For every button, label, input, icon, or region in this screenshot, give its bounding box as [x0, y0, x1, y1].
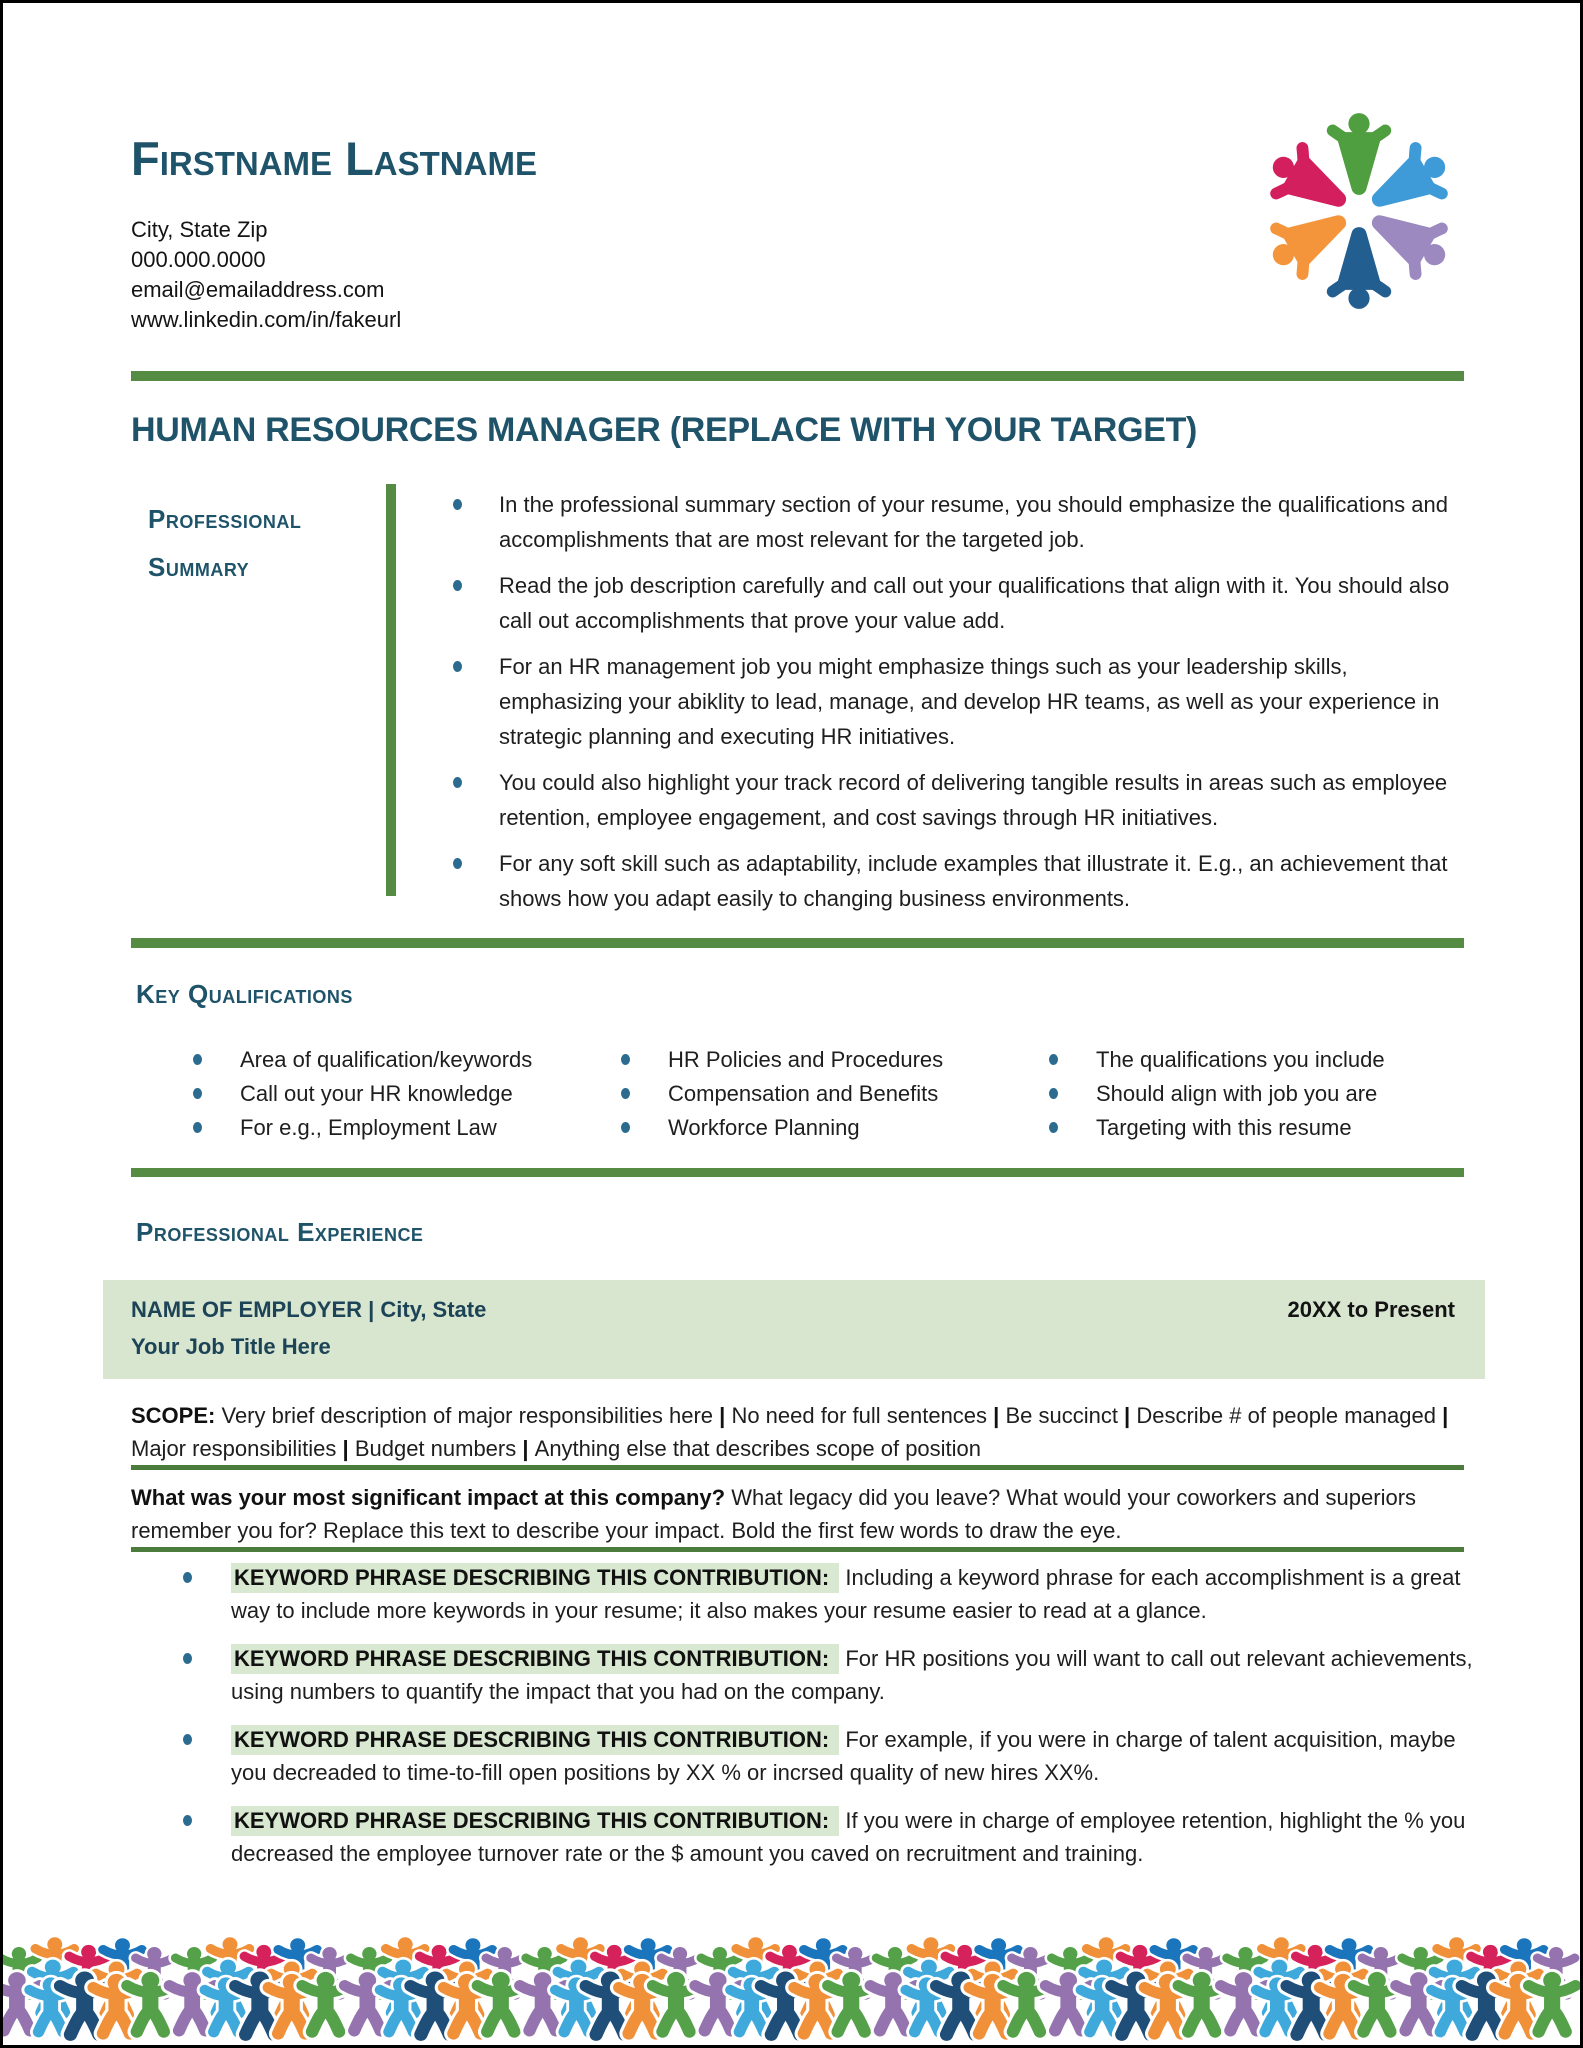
- people-crowd-border-graphic: [3, 1933, 1580, 2045]
- employer-name: NAME OF EMPLOYER | City, State: [131, 1297, 487, 1322]
- contact-phone: 000.000.0000: [131, 247, 266, 272]
- summary-bullet: [453, 846, 1471, 916]
- contact-linkedin: www.linkedin.com/in/fakeurl: [131, 307, 402, 332]
- people-circle-logo-icon: [1259, 105, 1459, 317]
- kq-column: [1049, 1043, 1477, 1145]
- contribution-bullet: KEYWORD PHRASE DESCRIBING THIS CONTRIBUTION: For HR positions you will want to call out relevant achievements, using numbers to quantify the impact that you had on the company.: [181, 1642, 1475, 1708]
- kq-item: [621, 1077, 1049, 1111]
- kq-column: [193, 1043, 621, 1145]
- contribution-keyword: KEYWORD PHRASE DESCRIBING THIS CONTRIBUTION:: [231, 1725, 839, 1755]
- professional-summary-heading: [148, 495, 301, 591]
- scope-paragraph: [131, 1399, 1471, 1465]
- kq-item: [1049, 1077, 1477, 1111]
- kq-item: [193, 1043, 621, 1077]
- contribution-keyword: KEYWORD PHRASE DESCRIBING THIS CONTRIBUTION:: [231, 1806, 839, 1836]
- contribution-keyword: KEYWORD PHRASE DESCRIBING THIS CONTRIBUTION:: [231, 1644, 839, 1674]
- kq-item-text: For e.g., Employment Law: [240, 1115, 497, 1140]
- bullet-dot-icon: [193, 1088, 202, 1099]
- contribution-bullet: KEYWORD PHRASE DESCRIBING THIS CONTRIBUTION: If you were in charge of employee retention, highlight the % you decreased the employee turnover rate or the $ amount you caved on recruitment and training.: [181, 1804, 1475, 1870]
- summary-bullet-text: For any soft skill such as adaptability, include examples that illustrate it. E.g., an achievement that shows how you adapt easily to changing business environments.: [499, 851, 1448, 911]
- contact-email: email@emailaddress.com: [131, 277, 385, 302]
- kq-item: [193, 1111, 621, 1145]
- summary-bullet: [453, 487, 1471, 557]
- bullet-dot-icon: [621, 1122, 630, 1133]
- summary-bullet-text: For an HR management job you might emphasize things such as your leadership skills, emphasizing your abiklity to lead, manage, and develop HR teams, as well as your experience in strategic planning and executing HR initiatives.: [499, 654, 1440, 749]
- bullet-dot-icon: [1049, 1054, 1058, 1065]
- bullet-dot-icon: [621, 1088, 630, 1099]
- kq-item-text: Area of qualification/keywords: [240, 1047, 533, 1072]
- person-name: Firstname Lastname: [131, 132, 537, 185]
- summary-bullet: [453, 568, 1471, 638]
- kq-item-text: Workforce Planning: [668, 1115, 860, 1140]
- bullet-dot-icon: [453, 777, 462, 788]
- scope-label: SCOPE:: [131, 1403, 216, 1428]
- impact-paragraph: [131, 1481, 1471, 1547]
- summary-bullet: [453, 649, 1471, 754]
- employment-dates: 20XX to Present: [1287, 1297, 1455, 1322]
- bullet-dot-icon: [193, 1054, 202, 1065]
- summary-bullet-text: In the professional summary section of your resume, you should emphasize the qualifications and accomplishments that are most relevant for the targeted job.: [499, 492, 1448, 552]
- bullet-dot-icon: [621, 1054, 630, 1065]
- kq-item-text: Should align with job you are: [1096, 1081, 1378, 1106]
- contribution-bullet: KEYWORD PHRASE DESCRIBING THIS CONTRIBUTION: For example, if you were in charge of talent acquisition, maybe you decreaded to time-to-fill open positions by XX % or incrsed quality of new hires XX%.: [181, 1723, 1475, 1789]
- contribution-keyword: KEYWORD PHRASE DESCRIBING THIS CONTRIBUTION:: [231, 1563, 839, 1593]
- kq-item-text: Targeting with this resume: [1096, 1115, 1352, 1140]
- bullet-dot-icon: [1049, 1088, 1058, 1099]
- bullet-dot-icon: [193, 1122, 202, 1133]
- summary-vertical-bar: [386, 484, 396, 896]
- impact-rest: What legacy did you leave? What would your coworkers and superiors remember you for? Replace this text to describe your impact. Bold the first few words to draw the eye.: [131, 1485, 1417, 1543]
- divider-rule: [131, 1547, 1464, 1552]
- section-rule: [131, 371, 1464, 381]
- heading-line-2: Summary: [148, 552, 250, 582]
- employer-banner: [103, 1280, 1485, 1379]
- key-qualifications-heading: Key Qualifications: [136, 979, 353, 1009]
- contact-city: City, State Zip: [131, 217, 268, 242]
- summary-bullet: [453, 765, 1471, 835]
- summary-bullet-text: Read the job description carefully and call out your qualifications that align with it. You should also call out accomplishments that prove your value add.: [499, 573, 1450, 633]
- bullet-dot-icon: [453, 580, 462, 591]
- kq-item: [193, 1077, 621, 1111]
- bullet-dot-icon: [453, 661, 462, 672]
- contribution-bullet: KEYWORD PHRASE DESCRIBING THIS CONTRIBUTION: Including a keyword phrase for each accomplishment is a great way to include more keywords in your resume; it also makes your resume easier to read at a glance.: [181, 1561, 1475, 1627]
- kq-item: [1049, 1043, 1477, 1077]
- kq-item-text: HR Policies and Procedures: [668, 1047, 944, 1072]
- summary-bullet-list: [453, 487, 1471, 927]
- job-title: Your Job Title Here: [131, 1334, 331, 1359]
- scope-text: Very brief description of major responsibilities here | No need for full sentences | Be succinct | Describe # of people managed | Major responsibilities | Budget numbers | Anything else that describes scope of position: [131, 1403, 1449, 1461]
- bullet-dot-icon: [453, 858, 462, 869]
- impact-lead: What was your most significant impact at this company?: [131, 1485, 726, 1510]
- kq-item: [621, 1043, 1049, 1077]
- kq-item: [1049, 1111, 1477, 1145]
- target-job-title: HUMAN RESOURCES MANAGER (REPLACE WITH YOUR TARGET): [131, 411, 1198, 449]
- key-qualifications-columns: [193, 1043, 1483, 1145]
- section-rule: [131, 1168, 1464, 1177]
- contact-block: [131, 215, 401, 335]
- heading-line-1: Professional: [148, 504, 302, 534]
- bullet-dot-icon: [1049, 1122, 1058, 1133]
- divider-rule: [131, 1465, 1464, 1470]
- bullet-dot-icon: [453, 499, 462, 510]
- kq-item-text: Compensation and Benefits: [668, 1081, 939, 1106]
- section-rule: [131, 938, 1464, 948]
- kq-item-text: The qualifications you include: [1096, 1047, 1385, 1072]
- kq-item: [621, 1111, 1049, 1145]
- kq-item-text: Call out your HR knowledge: [240, 1081, 513, 1106]
- summary-bullet-text: You could also highlight your track record of delivering tangible results in areas such as employee retention, employee engagement, and cost savings through HR initiatives.: [499, 770, 1448, 830]
- kq-column: [621, 1043, 1049, 1145]
- professional-experience-heading: Professional Experience: [136, 1217, 424, 1247]
- contribution-bullet-list: [181, 1561, 1475, 1885]
